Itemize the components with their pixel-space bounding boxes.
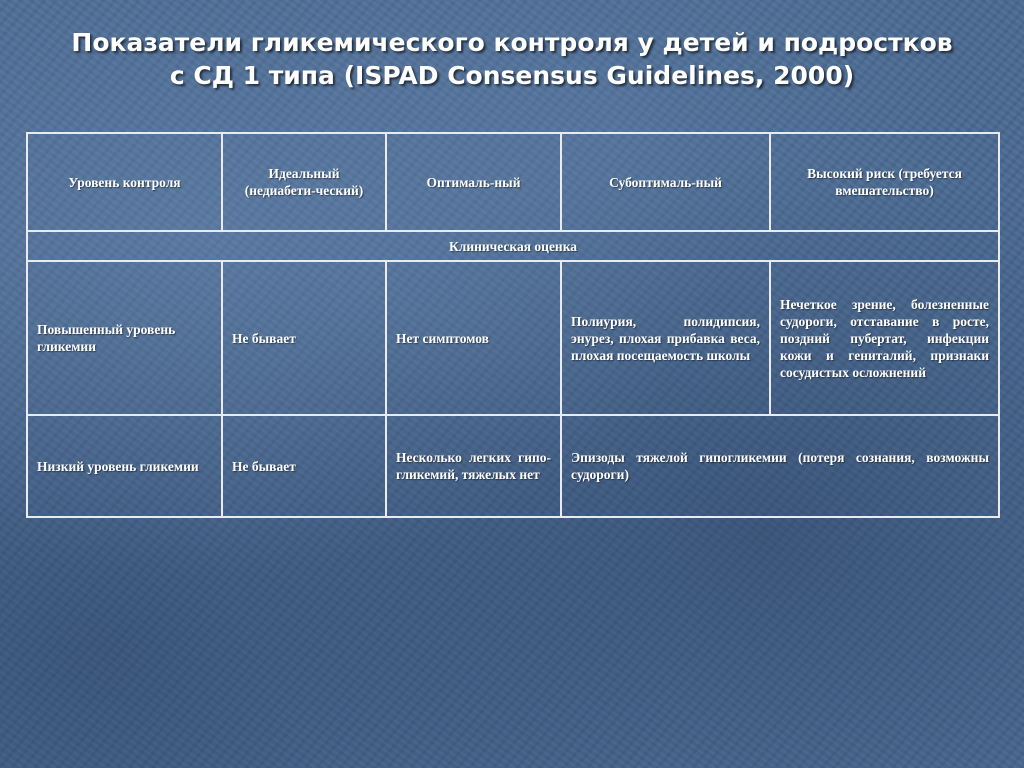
cell-optimal: Нет симптомов [386,261,561,415]
slide-title [40,26,984,92]
cell-ideal: Не бывает [222,415,386,517]
row-label-hyperglycemia: Повышенный уровень гликемии [27,261,222,415]
table-header-row [27,133,999,231]
header-control-level: Уровень контроля [27,133,222,231]
header-optimal: Оптималь-ный [386,133,561,231]
table-row [27,415,999,517]
slide-title-line-2: с СД 1 типа (ISPAD Consensus Guidelines, 2000) [169,61,855,90]
cell-ideal: Не бывает [222,261,386,415]
table-row [27,261,999,415]
cell-optimal: Несколько легких гипо-гликемий, тяжелых нет [386,415,561,517]
row-label-hypoglycemia: Низкий уровень гликемии [27,415,222,517]
header-high-risk: Высокий риск (требуется вмешательство) [770,133,999,231]
glycemic-control-table [26,132,1000,518]
cell-suboptimal-high-risk: Эпизоды тяжелой гипогликемии (потеря сознания, возможны судороги) [561,415,999,517]
slide-title-line-1: Показатели гликемического контроля у детей и подростков [71,28,953,57]
header-suboptimal: Субоптималь-ный [561,133,770,231]
header-ideal: Идеальный (недиабети-ческий) [222,133,386,231]
section-clinical-assessment: Клиническая оценка [27,231,999,261]
section-row [27,231,999,261]
cell-suboptimal: Полиурия, полидипсия, энурез, плохая прибавка веса, плохая посещаемость школы [561,261,770,415]
cell-high-risk: Нечеткое зрение, болезненные судороги, отставание в росте, поздний пубертат, инфекции кожи и гениталий, признаки сосудистых осложнений [770,261,999,415]
